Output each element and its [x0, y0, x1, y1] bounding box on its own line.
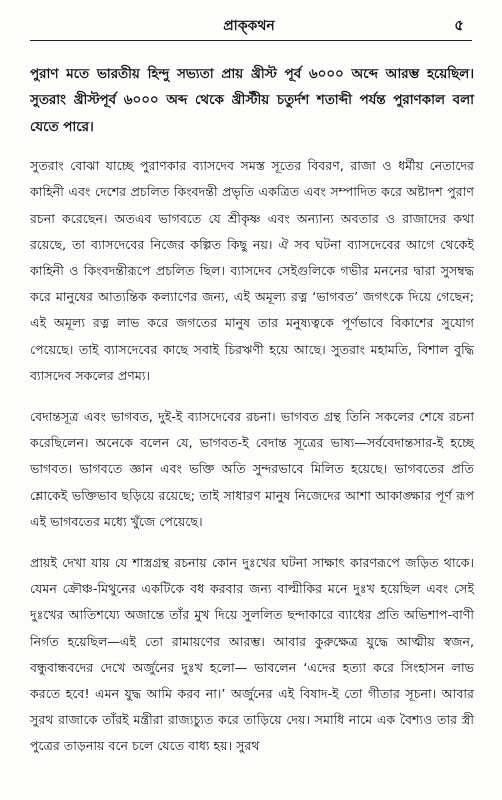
paragraph-gap [30, 141, 474, 153]
running-head [34, 14, 464, 38]
paragraph-3: বেদান্তসূত্র এবং ভাগবত, দুই-ই ব্যাসদেবের রচনা। ভাগবত গ্রন্থ তিনি সকলের শেষে রচনা করেছিলেন। অনেকে বলেন যে, ভাগবত-ই বেদান্ত সূত্রের ভাষ্য—সর্ববেদান্তসার-ই হচ্ছে ভাগবত। ভাগবতে জ্ঞান এবং ভক্তি অতি সুন্দরভাবে মিলিত হয়েছে। ভাগবতের প্রতি শ্লোকেই ভক্তিভাব ছড়িয়ে রয়েছে; তাই সাধারণ মানুষ নিজেদের আশা আকাঙ্ক্ষার পূর্ণ রূপ এই ভাগবতের মধ্যে খুঁজে পেয়েছে। [30, 409, 474, 529]
paragraph-gap [30, 389, 474, 404]
paragraph-gap [30, 535, 474, 550]
page-number: ৫ [454, 16, 464, 34]
paragraph-2: সুতরাং বোঝা যাচ্ছে পুরাণকার ব্যাসদেব সমস্ত সূতের বিবরণ, রাজা ও ধর্মীয় নেতাদের কাহিনী এবং দেশের প্রচলিত কিংবদন্তী প্রভৃতি একত্রিত এবং সম্পাদিত করে অষ্টাদশ পুরাণ রচনা করেছেন। অতএব ভাগবতে যে শ্রীকৃষ্ণ এবং অন্যান্য অবতার ও রাজাদের কথা রয়েছে, তা ব্যাসদেবের নিজের কল্পিত কিছু নয়। ঐ সব ঘটনা ব্যাসদেবের আগে থেকেই কাহিনী ও কিংবদন্তীরূপে প্রচলিত ছিল। ব্যাসদেব সেইগুলিকে গভীর মননের দ্বারা সুসম্বদ্ধ করে মানুষের আত্যন্তিক কল্যাণের জন্য, এই অমূল্য রত্ন ‘ভাগবত’ জগৎকে দিয়ে গেছেন; এই অমূল্য রত্ন লাভ করে জগতের মানুষ তার মনুষ্যত্বকে পূর্ণভাবে বিকাশের সুযোগ পেয়েছে। তাই ব্যাসদেবের কাছে সবাই চিরঋণী হয়ে আছে। সুতরাং মহামতি, বিশাল বুদ্ধি ব্যাসদেব সকলের প্রণম্য। [30, 158, 474, 383]
header-rule [30, 40, 472, 41]
chapter-title: প্রাক্‌কথন [223, 18, 275, 34]
body-text [30, 62, 474, 760]
paragraph-1: পুরাণ মতে ভারতীয় হিন্দু সভ্যতা প্রায় খ্রীস্ট পূর্ব ৬০০০ অব্দে আরম্ভ হয়েছিল। সুতরাং খ্রীস্টপূর্ব ৬০০০ অব্দ থেকে খ্রীস্টীয় চতুর্দশ শতাব্দী পর্যন্ত পুরাণকাল বলা যেতে পারে। [30, 67, 474, 135]
paragraph-4: প্রায়ই দেখা যায় যে শাস্ত্রগ্রন্থ রচনায় কোন দুঃখের ঘটনা সাক্ষাৎ কারণরূপে জড়িত থাকে। যেমন ক্রৌঞ্চ-মিথুনের একটিকে বধ করবার জন্য বাল্মীকির মনে দুঃখ হয়েছিল এবং সেই দুঃখের আতিশয্যে অজান্তে তাঁর মুখ দিয়ে সুললিত ছন্দাকারে ব্যাধের প্রতি অভিশাপ-বাণী নির্গত হয়েছিল—এই তো রামায়ণের আরম্ভ। আবার কুরুক্ষেত্র যুদ্ধে আত্মীয় স্বজন, বন্ধুবান্ধবদের দেখে অর্জুনের দুঃখ হলো— ভাবলেন ‘এদের হত্যা করে সিংহাসন লাভ করতে হবে! এমন যুদ্ধ আমি করব না।’ অর্জুনের এই বিষাদ-ই তো গীতার সূচনা। আবার সুরথ রাজাকে তাঁরই মন্ত্রীরা রাজ্যচ্যুত করে তাড়িয়ে দেয়। সমাধি নামে এক বৈশ্যও তার স্ত্রী পুত্রের তাড়নায় বনে চলে যেতে বাধ্য হয়। সুরথ [30, 555, 474, 754]
